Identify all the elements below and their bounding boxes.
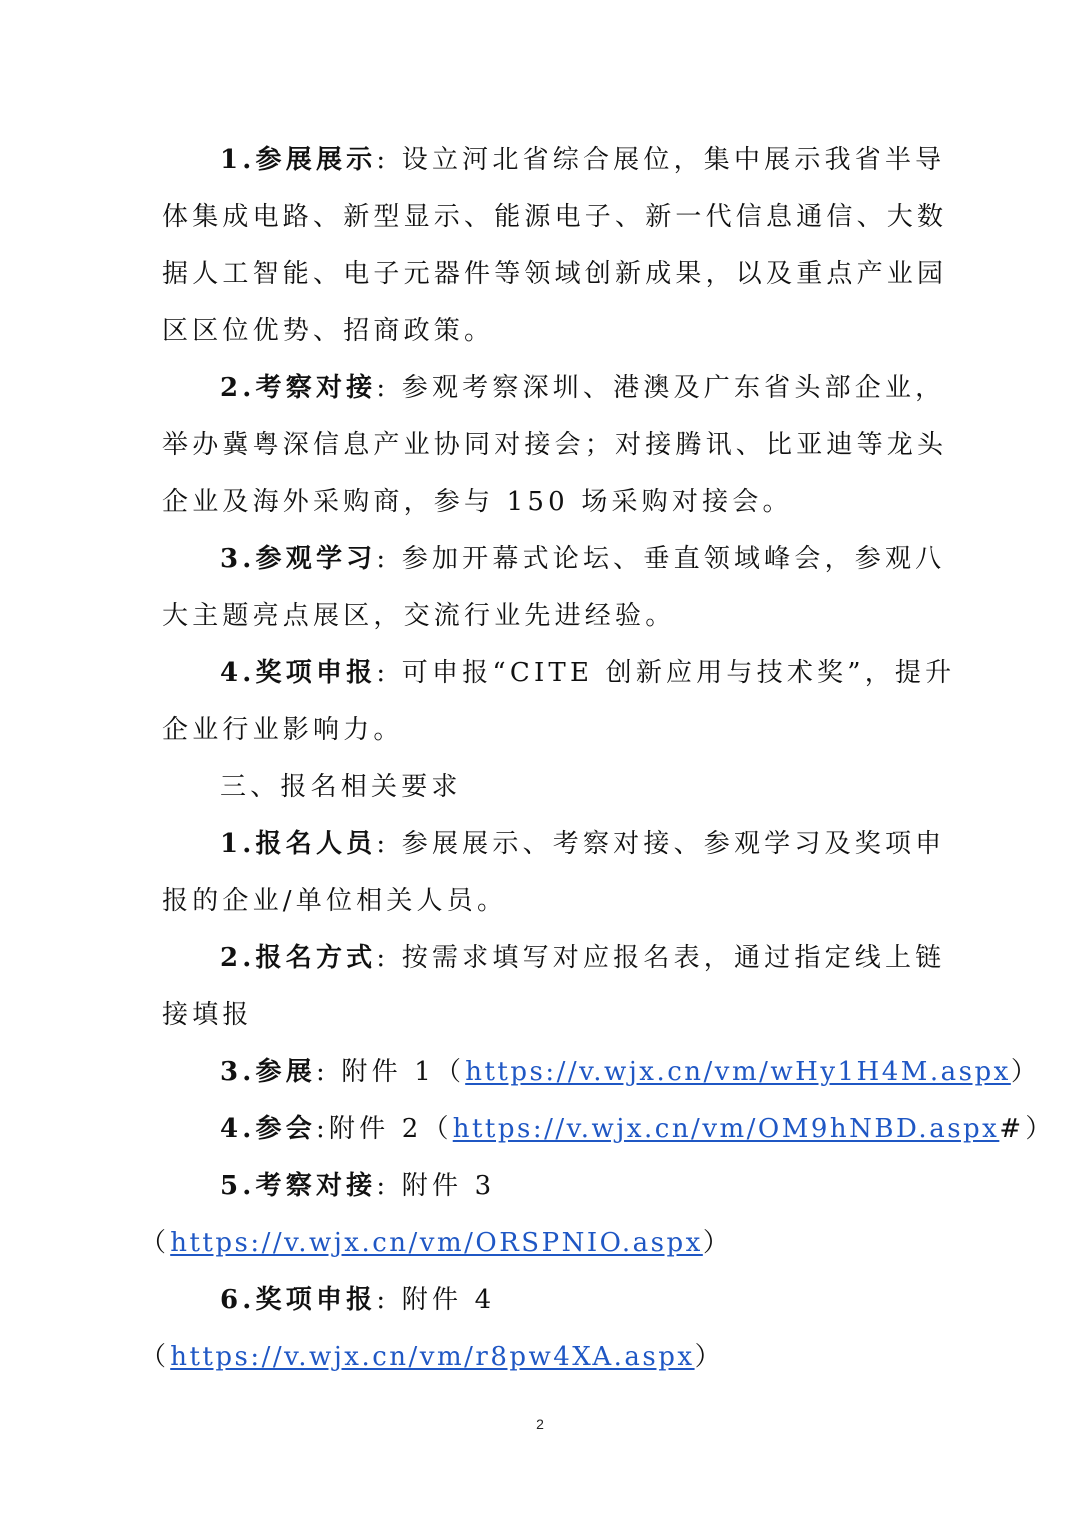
req-2-sep: :: [376, 943, 390, 973]
req-3-label: 3.参展: [220, 1057, 316, 1087]
req-1-line-1: [220, 829, 945, 859]
item-1-label: 1.参展展示: [220, 145, 377, 175]
item-3-sep: :: [376, 544, 390, 574]
req-5-label: 5.考察对接: [220, 1171, 377, 1201]
req-4-suffix: #）: [999, 1114, 1056, 1144]
req-6-line-1: [220, 1285, 495, 1315]
item-4-line-1: [220, 658, 955, 688]
section-3-heading: [220, 772, 462, 802]
section-3-heading-text: 三、报名相关要求: [220, 772, 462, 802]
item-2-line-3: 企业及海外采购商，参与 150 场采购对接会。: [162, 487, 793, 517]
item-3-text: 参加开幕式论坛、垂直领域峰会，参观八: [401, 544, 946, 574]
item-1-text: 设立河北省综合展位，集中展示我省半导: [401, 145, 946, 175]
req-3-sep: :: [315, 1057, 329, 1087]
item-1-sep: :: [376, 145, 390, 175]
req-6-label: 6.奖项申报: [220, 1285, 377, 1315]
item-2-label: 2.考察对接: [220, 373, 377, 403]
req-5-open-paren: （: [140, 1228, 171, 1258]
item-4-line-2: 企业行业影响力。: [162, 715, 404, 745]
attachment-3-link[interactable]: https://v.wjx.cn/vm/ORSPNIO.aspx: [170, 1228, 703, 1258]
item-2-text: 参观考察深圳、港澳及广东省头部企业，: [401, 373, 946, 403]
req-6-line-2: [140, 1342, 725, 1372]
req-1-line-2: 报的企业/单位相关人员。: [162, 886, 508, 916]
req-1-label: 1.报名人员: [220, 829, 377, 859]
attachment-2-link[interactable]: https://v.wjx.cn/vm/OM9hNBD.aspx: [452, 1114, 1000, 1144]
attachment-1-link[interactable]: https://v.wjx.cn/vm/wHy1H4M.aspx: [465, 1057, 1011, 1087]
req-4-label: 4.参会: [220, 1114, 316, 1144]
req-6-suffix: ）: [694, 1342, 725, 1372]
req-5-line-1: [220, 1171, 495, 1201]
item-4-label: 4.奖项申报: [220, 658, 377, 688]
req-6-prefix: 附件 4: [401, 1285, 496, 1315]
req-5-prefix: 附件 3: [401, 1171, 496, 1201]
page-number: 2: [536, 1416, 544, 1432]
item-4-sep: :: [376, 658, 390, 688]
item-3-line-2: 大主题亮点展区，交流行业先进经验。: [162, 601, 676, 631]
req-4-sep: :: [315, 1114, 329, 1144]
req-5-line-2: [140, 1228, 733, 1258]
item-2-line-1: [220, 373, 945, 403]
req-3-suffix: ）: [1010, 1057, 1042, 1087]
req-2-line-2: 接填报: [162, 1000, 253, 1030]
req-1-text: 参展展示、考察对接、参观学习及奖项申: [401, 829, 946, 859]
req-3-prefix: 附件 1（: [341, 1057, 466, 1087]
req-2-label: 2.报名方式: [220, 943, 377, 973]
item-1-line-2: 体集成电路、新型显示、能源电子、新一代信息通信、大数: [162, 202, 948, 232]
item-1-line-3: 据人工智能、电子元器件等领域创新成果，以及重点产业园: [162, 259, 948, 289]
item-1-line-1: [220, 145, 945, 175]
item-2-line-2: 举办冀粤深信息产业协同对接会；对接腾讯、比亚迪等龙头: [162, 430, 948, 460]
attachment-4-link[interactable]: https://v.wjx.cn/vm/r8pw4XA.aspx: [170, 1342, 695, 1372]
req-4-line: [220, 1114, 1056, 1144]
req-3-line: [220, 1057, 1041, 1087]
req-6-open-paren: （: [140, 1342, 171, 1372]
req-5-suffix: ）: [702, 1228, 734, 1258]
req-6-sep: :: [376, 1285, 390, 1315]
item-4-text: 可申报“CITE 创新应用与技术奖”，提升: [401, 658, 956, 688]
req-1-sep: :: [376, 829, 390, 859]
item-3-label: 3.参观学习: [220, 544, 377, 574]
req-2-text: 按需求填写对应报名表，通过指定线上链: [401, 943, 946, 973]
req-4-prefix: 附件 2（: [328, 1114, 453, 1144]
req-5-sep: :: [376, 1171, 390, 1201]
req-2-line-1: [220, 943, 945, 973]
item-3-line-1: [220, 544, 945, 574]
item-1-line-4: 区区位优势、招商政策。: [162, 316, 495, 346]
item-2-sep: :: [376, 373, 390, 403]
